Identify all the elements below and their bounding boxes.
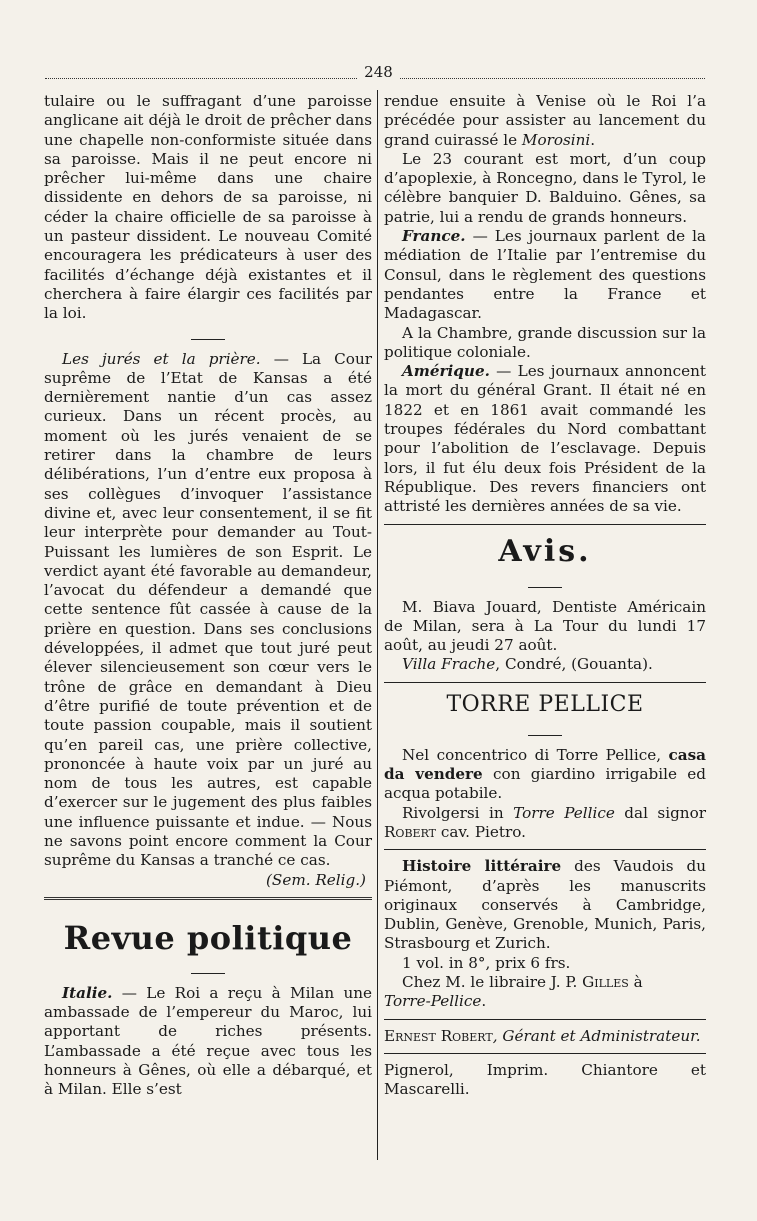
article-source: (Sem. Relig.): [266, 870, 366, 889]
france-label: France.: [402, 227, 466, 246]
histoire-bookseller: Chez M. le libraire J. P. Gilles à Torre-Pellice.: [384, 972, 643, 1011]
torre-ad-contact: Rivolgersi in Torre Pellice dal signor Robert cav. Pietro.: [384, 803, 706, 841]
right-column: [384, 92, 706, 1099]
italie-label: Italie.: [62, 983, 113, 1002]
italie-body: — Le Roi a reçu à Milan une ambassade de l’empereur du Maroc, lui apportant de riches présents. L’ambassade a été reçue avec tous les honneurs à Gênes, où elle a débarqué, et à Milan. Elle s’est: [44, 983, 372, 1099]
separator: [384, 726, 706, 736]
double-rule: [44, 897, 372, 900]
histoire-ad: Histoire littéraire des Vaudois du Piémont, d’après les manuscrits originaux conservés à Cambridge, Dublin, Genève, Grenoble, Munich, Paris, Strasbourg et Zurich.: [384, 857, 707, 953]
separator: [44, 330, 372, 340]
column-divider: [377, 90, 378, 1160]
article-jures-title: Les jurés et la prière.: [62, 349, 261, 368]
left-column: [44, 92, 372, 1100]
paragraph-balduino: Le 23 courant est mort, d’un coup d’apoplexie, à Roncegno, dans le Tyrol, le célèbre banquier D. Balduino. Gênes, sa patrie, lui a rendu de grands honneurs.: [384, 149, 706, 226]
gerant-line: Ernest Robert, Gérant et Administrateur.: [384, 1026, 701, 1045]
avis-body: M. Biava Jouard, Dentiste Américain de Milan, sera à La Tour du lundi 17 août, au jeudi 27 août.: [384, 597, 706, 655]
section-title-revue-politique: Revue politique: [63, 918, 353, 957]
amerique-label: Amérique.: [402, 362, 490, 381]
divider: [384, 1019, 706, 1020]
avis-address: Villa Frache, Condré, (Gouanta).: [402, 655, 653, 674]
separator: [44, 964, 372, 974]
article-italie: [44, 984, 372, 1100]
divider: [384, 682, 706, 683]
paragraph-chambre: A la Chambre, grande discussion sur la politique coloniale.: [384, 323, 706, 361]
divider: [384, 849, 706, 850]
imprint-line: Pignerol, Imprim. Chiantore et Mascarelli.: [384, 1060, 706, 1099]
torre-pellice-title: TORRE PELLICE: [446, 691, 644, 717]
avis-title: Avis.: [498, 533, 592, 569]
page-number: 248: [0, 63, 757, 81]
paragraph-anglicane: tulaire ou le suffragant d’une paroisse anglicane ait déjà le droit de prêcher dans une chapelle non-conformiste située dans sa paroisse. Mais il ne peut encore ni prêcher lui-même dans une chaire dissidente en dehors de sa paroisse, ni céder la chaire officielle de sa paroisse à un pasteur dissident. Le nouveau Comité encouragera les prédicateurs à user des facilités d’échange déjà existantes et il cherchera à faire élargir ces facilités par la loi.: [44, 92, 372, 323]
divider: [384, 524, 706, 525]
separator: [384, 578, 706, 588]
divider: [384, 1053, 706, 1054]
article-jures-body: — La Cour suprême de l’Etat de Kansas a été dernièrement nantie d’un cas assez curieux. Dans un récent procès, au moment où les jurés venaient de se retirer dans la chambre de leurs délibérations, l’un d’entre eux proposa à ses collègues d’invoquer l’assistance divine et, avec leur consentement, il se fit leur interprète pour demander au Tout-Puissant les lumières de son Esprit. Le verdict ayant été favorable au demandeur, l’avocat du défendeur a demandé que cette sentence fût cassée à cause de la prière en question. Dans ses conclusions développées, il admet que tout juré peut élever silencieusement son cœur vers le trône de grâce en demandant à Dieu d’être purifié de toute prévention et de toute passion coupable, mais il soutient qu’en pareil cas, une prière collective, prononcée à haute voix par un juré au nom de tous les autres, est capable d’exercer sur le jugement des plus faibles une influence puissante et indue. — Nous ne savons point encore comment la Cour suprême du Kansas a tranché ce cas.: [44, 349, 372, 870]
italie-continued: rendue ensuite à Venise où le Roi l’a précédée pour assister au lancement du grand cuirassé le Morosini.: [384, 92, 706, 149]
torre-ad-body: Nel concentrico di Torre Pellice, casa da vendere con giardino irrigabile ed acqua potabile.: [384, 745, 706, 803]
article-jures: [44, 350, 372, 871]
histoire-volume: 1 vol. in 8°, prix 6 frs.: [402, 953, 571, 972]
article-france: France. — Les journaux parlent de la médiation de l’Italie par l’entremise du Consul, dans le règlement des questions pendantes entre la France et Madagascar.: [384, 227, 706, 323]
article-amerique: Amérique. — Les journaux annoncent la mort du général Grant. Il était né en 1822 et en 1861 avait commandé les troupes fédérales du Nord combattant pour l’abolition de l’esclavage. Depuis lors, il fut élu deux fois Président de la République. Des revers financiers ont attristé les dernières années de sa vie.: [384, 362, 706, 516]
